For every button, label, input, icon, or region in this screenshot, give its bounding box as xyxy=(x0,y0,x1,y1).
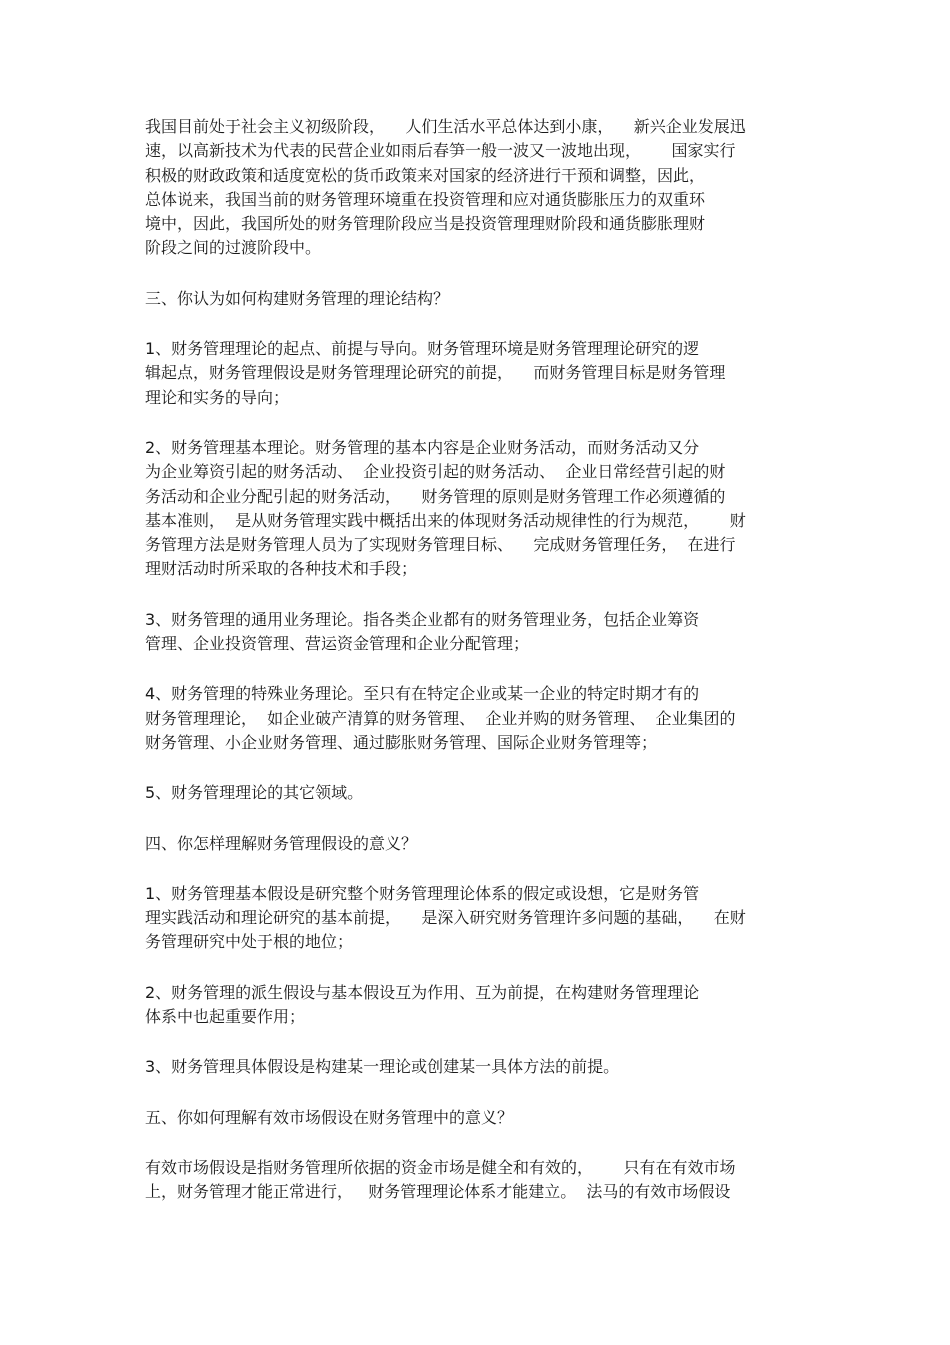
section-heading xyxy=(145,832,815,856)
text-line: 为企业筹资引起的财务活动、 企业投资引起的财务活动、 企业日常经营引起的财 xyxy=(145,462,726,482)
text-line: 务活动和企业分配引起的财务活动， 财务管理的原则是财务管理工作必须遵循的 xyxy=(145,486,726,506)
text-line: 4、财务管理的特殊业务理论。至只有在特定企业或某一企业的特定时期才有的 xyxy=(145,684,700,704)
section-heading xyxy=(145,287,815,311)
text-line: 五、你如何理解有效市场假设在财务管理中的意义？ xyxy=(145,1107,514,1127)
body-paragraph xyxy=(145,608,815,657)
text-line: 上，财务管理才能正常进行， 财务管理理论体系才能建立。 法马的有效市场假设 xyxy=(145,1182,731,1202)
text-line: 2、财务管理基本理论。财务管理的基本内容是企业财务活动，而财务活动又分 xyxy=(145,437,700,457)
text-line: 务管理研究中处于根的地位； xyxy=(145,932,354,952)
text-line: 务管理方法是财务管理人员为了实现财务管理目标、 完成财务管理任务， 在进行 xyxy=(145,535,736,555)
section-heading xyxy=(145,1106,815,1130)
text-line: 理财活动时所采取的各种技术和手段； xyxy=(145,559,418,579)
text-line: 积极的财政政策和适度宽松的货币政策来对国家的经济进行干预和调整，因此， xyxy=(145,165,706,185)
body-paragraph xyxy=(145,115,815,261)
body-paragraph xyxy=(145,682,815,755)
text-line: 有效市场假设是指财务管理所依据的资金市场是健全和有效的， 只有在有效市场 xyxy=(145,1157,736,1177)
text-line: 1、财务管理理论的起点、前提与导向。财务管理环境是财务管理理论研究的逻 xyxy=(145,339,700,359)
text-line: 1、财务管理基本假设是研究整个财务管理理论体系的假定或设想，它是财务管 xyxy=(145,883,700,903)
text-line: 三、你认为如何构建财务管理的理论结构？ xyxy=(145,288,450,308)
text-line: 体系中也起重要作用； xyxy=(145,1007,306,1027)
text-line: 阶段之间的过渡阶段中。 xyxy=(145,238,322,258)
text-line: 境中，因此，我国所处的财务管理阶段应当是投资管理理财阶段和通货膨胀理财 xyxy=(145,214,706,234)
body-paragraph xyxy=(145,1156,815,1205)
body-paragraph xyxy=(145,981,815,1030)
text-line: 速，以高新技术为代表的民营企业如雨后春笋一般一波又一波地出现， 国家实行 xyxy=(145,141,736,161)
text-line: 财务管理理论， 如企业破产清算的财务管理、 企业并购的财务管理、 企业集团的 xyxy=(145,708,736,728)
text-line: 理实践活动和理论研究的基本前提， 是深入研究财务管理许多问题的基础， 在财 xyxy=(145,908,746,928)
body-paragraph xyxy=(145,337,815,410)
body-paragraph xyxy=(145,436,815,582)
document-body xyxy=(145,115,815,1231)
text-line: 四、你怎样理解财务管理假设的意义？ xyxy=(145,833,418,853)
text-line: 基本准则， 是从财务管理实践中概括出来的体现财务活动规律性的行为规范， 财 xyxy=(145,510,746,530)
text-line: 3、财务管理具体假设是构建某一理论或创建某一具体方法的前提。 xyxy=(145,1057,620,1077)
text-line: 5、财务管理理论的其它领域。 xyxy=(145,783,364,803)
text-line: 财务管理、小企业财务管理、通过膨胀财务管理、国际企业财务管理等； xyxy=(145,732,658,752)
text-line: 管理、企业投资管理、营运资金管理和企业分配管理； xyxy=(145,634,530,654)
body-paragraph xyxy=(145,781,815,805)
text-line: 总体说来，我国当前的财务管理环境重在投资管理和应对通货膨胀压力的双重环 xyxy=(145,189,706,209)
text-line: 辑起点，财务管理假设是财务管理理论研究的前提， 而财务管理目标是财务管理 xyxy=(145,363,726,383)
text-line: 我国目前处于社会主义初级阶段， 人们生活水平总体达到小康， 新兴企业发展迅 xyxy=(145,117,746,136)
body-paragraph xyxy=(145,1055,815,1079)
text-line: 理论和实务的导向； xyxy=(145,387,290,407)
body-paragraph xyxy=(145,882,815,955)
text-line: 3、财务管理的通用业务理论。指各类企业都有的财务管理业务，包括企业筹资 xyxy=(145,609,700,629)
text-line: 2、财务管理的派生假设与基本假设互为作用、互为前提，在构建财务管理理论 xyxy=(145,982,700,1002)
